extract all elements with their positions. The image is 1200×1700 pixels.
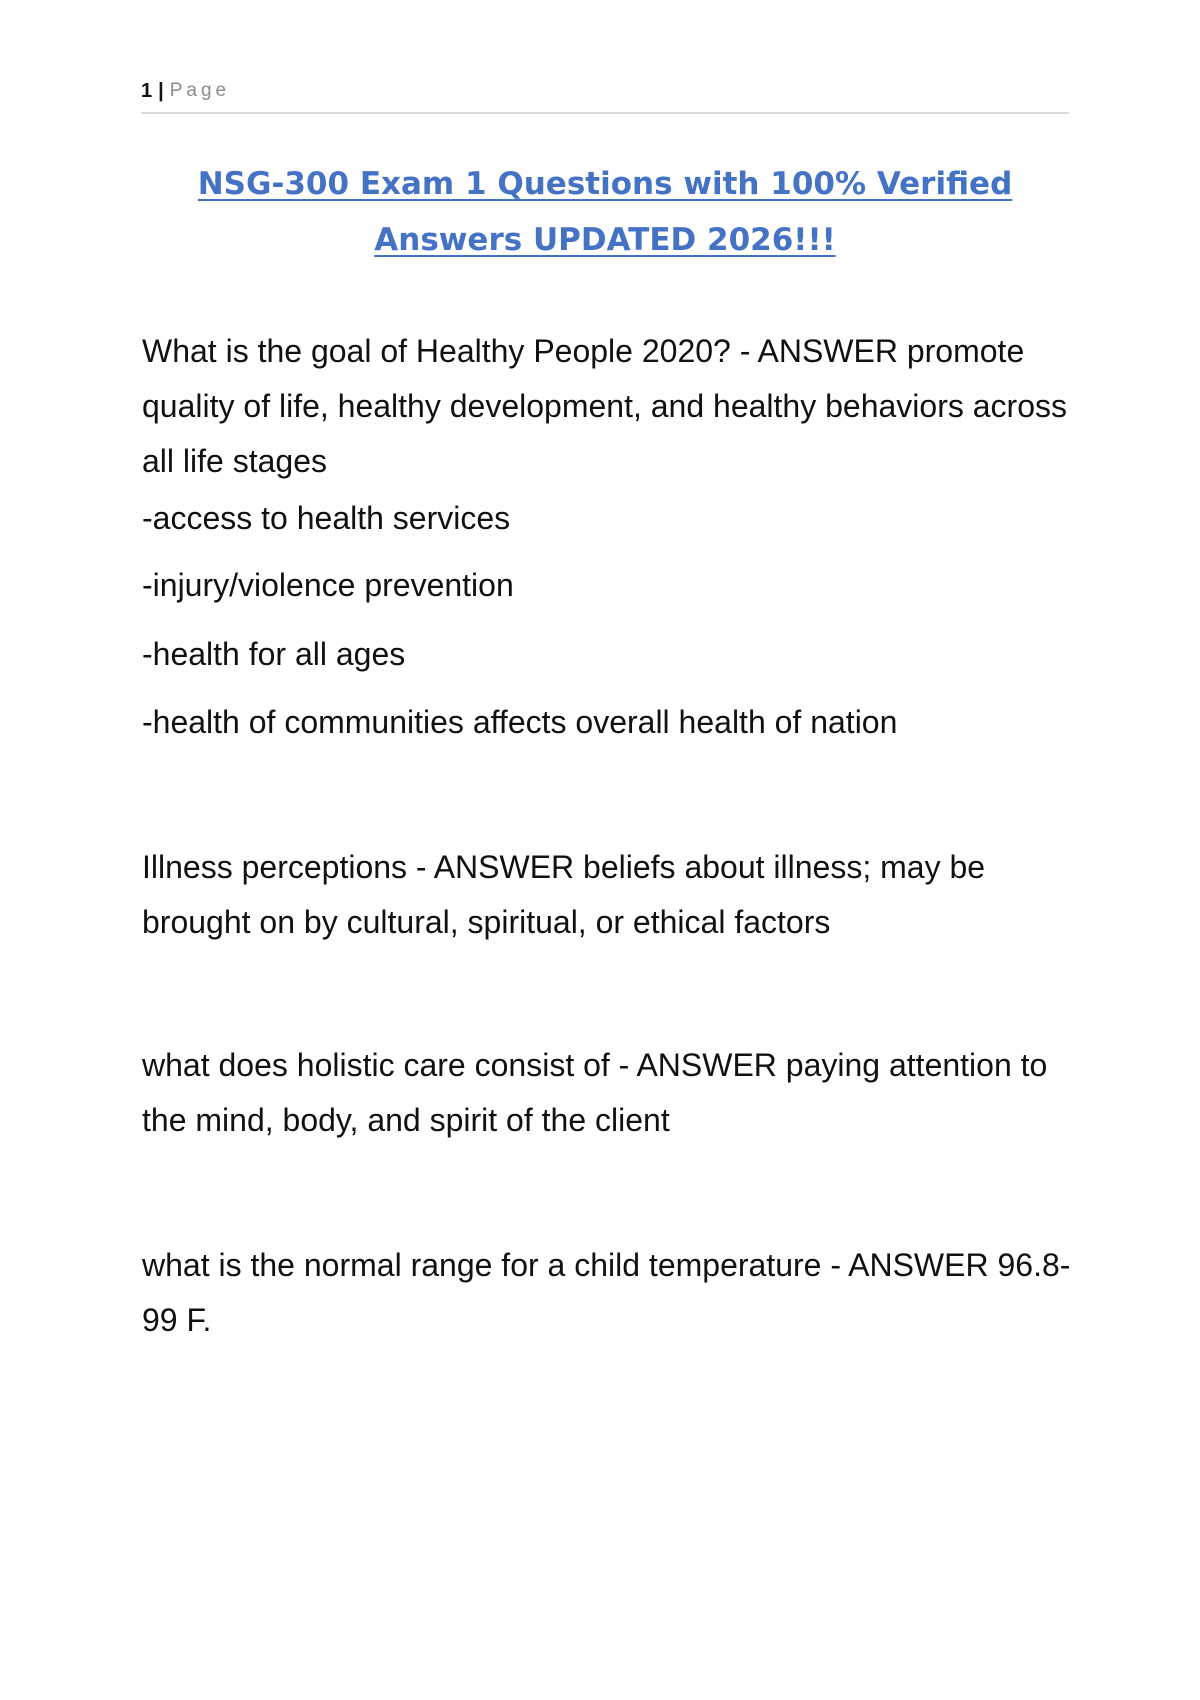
qa-item-healthy-people: What is the goal of Healthy People 2020? - ANSWER promote quality of life, healthy development, and healthy behaviors across all life stages xyxy=(142,333,1067,479)
list-item-access: -access to health services xyxy=(142,500,511,536)
document-title xyxy=(141,156,1069,268)
qa-item-holistic-care: what does holistic care consist of - ANSWER paying attention to the mind, body, and spirit of the client xyxy=(142,1047,1048,1138)
page-label: Page xyxy=(169,80,231,101)
document-title-line-2: Answers UPDATED 2026!!! xyxy=(374,222,836,258)
qa-item-child-temperature: what is the normal range for a child temperature - ANSWER 96.8-99 F. xyxy=(142,1247,1071,1338)
page-header xyxy=(141,80,1069,114)
page-separator: | xyxy=(158,80,164,102)
page-number: 1 xyxy=(141,80,153,102)
list-item-communities: -health of communities affects overall health of nation xyxy=(142,704,898,740)
document-title-line-1: NSG-300 Exam 1 Questions with 100% Verified xyxy=(197,166,1013,202)
list-item-all-ages: -health for all ages xyxy=(142,636,406,672)
list-item-injury: -injury/violence prevention xyxy=(142,567,514,603)
qa-item-illness-perceptions: Illness perceptions - ANSWER beliefs about illness; may be brought on by cultural, spiritual, or ethical factors xyxy=(142,849,986,940)
